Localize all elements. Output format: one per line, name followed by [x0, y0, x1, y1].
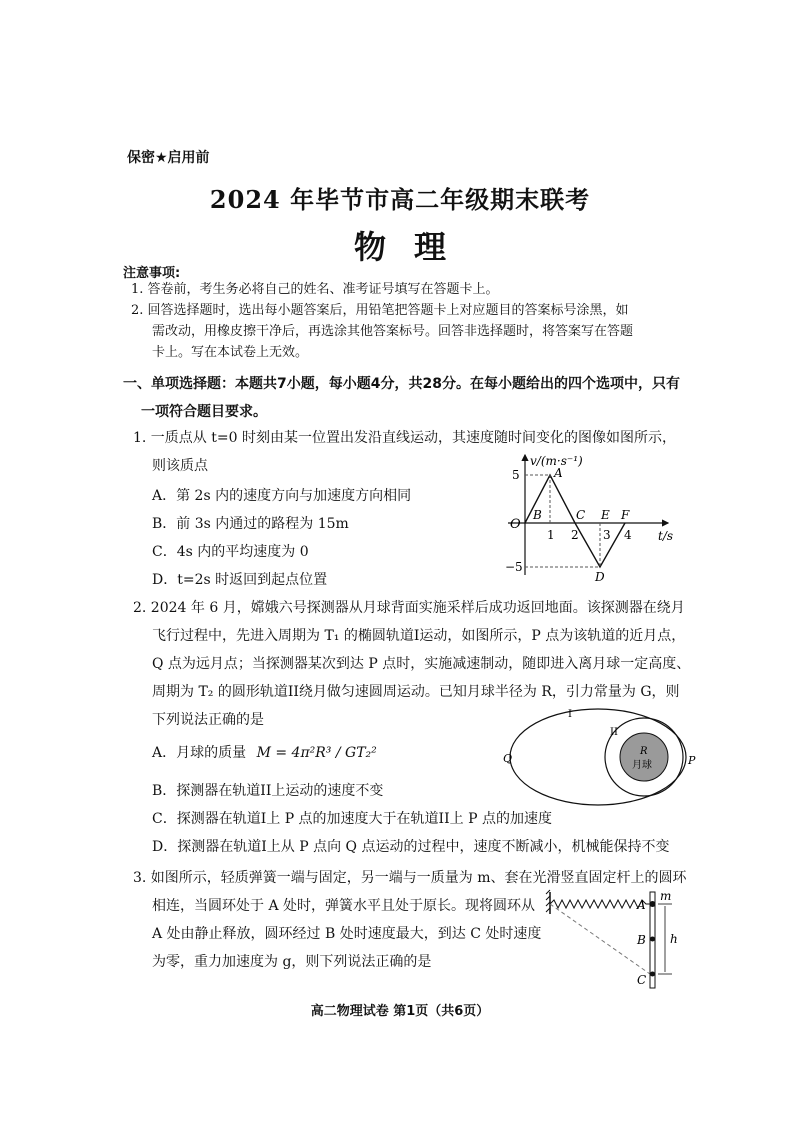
q1-stem-line1: 1. 一质点从 t=0 时刻由某一位置出发沿直线运动，其速度随时间变化的图像如图所示，: [133, 430, 676, 446]
q2-stem-line4: 周期为 T₂ 的圆形轨道II绕月做匀速圆周运动。已知月球半径为 R，引力常量为 G，则: [152, 684, 680, 700]
section-heading: [123, 370, 683, 426]
q2-option-a-formula: M = 4π²R³ / GT₂²: [256, 745, 377, 761]
q2-option-a: [152, 742, 377, 762]
x-tick-4: 4: [624, 528, 632, 542]
x-tick-2: 2: [571, 528, 579, 542]
q2-stem-line1: 2. 2024 年 6 月，嫦娥六号探测器从月球背面实施采样后成功返回地面。该探测器在绕月: [133, 600, 685, 616]
point-d-label: D: [595, 570, 605, 584]
point-p-label: P: [688, 754, 696, 767]
notice-heading: 注意事项:: [123, 266, 181, 281]
q2-stem-line5: 下列说法正确的是: [152, 712, 264, 728]
label-a: A: [637, 898, 646, 912]
x-tick-3: 3: [603, 528, 611, 542]
moon: [620, 733, 668, 781]
label-h: h: [670, 932, 678, 946]
ring-a: [650, 901, 656, 907]
label-m: m: [660, 889, 672, 903]
notice-item-1: 1. 答卷前，考生务必将自己的姓名、准考证号填写在答题卡上。: [131, 282, 499, 297]
q2-stem-line3: Q 点为远月点；当探测器某次到达 P 点时，实施减速制动，随即进入离月球一定高度、: [152, 656, 691, 672]
confidential-label: 保密★启用前: [127, 150, 210, 166]
y-axis-label: v/(m·s⁻¹): [530, 454, 583, 468]
q2-stem-line2: 飞行过程中，先进入周期为 T₁ 的椭圆轨道I运动，如图所示，P 点为该轨道的近月点，: [152, 628, 686, 644]
ring-b: [650, 937, 655, 942]
orbit-ii-label: II: [610, 727, 618, 738]
q3-spring-diagram: [544, 888, 694, 993]
point-c-label: C: [576, 508, 586, 522]
origin-label: O: [510, 517, 521, 532]
moon-radius-label: R: [640, 746, 648, 757]
label-b: B: [637, 933, 646, 947]
q1-option-a: A．第 2s 内的速度方向与加速度方向相同: [152, 488, 412, 504]
point-b-label: B: [533, 508, 542, 522]
q2-option-a-text: A．月球的质量: [152, 745, 247, 761]
q3-stem-line1: 3. 如图所示，轻质弹簧一端与固定，另一端与一质量为 m、套在光滑竖直固定杆上的圆环: [133, 870, 687, 886]
q2-option-d: D．探测器在轨道I上从 P 点向 Q 点运动的过程中，速度不断减小，机械能保持不变: [152, 839, 670, 855]
orbit-i-label: I: [568, 709, 572, 720]
point-a-label: A: [554, 466, 563, 480]
notice-item-2-cont: 需改动，用橡皮擦干净后，再选涂其他答案标号。回答非选择题时，将答案写在答题: [152, 324, 634, 339]
q1-vt-graph: [500, 445, 690, 585]
point-q-label: Q: [503, 752, 513, 765]
x-tick-1: 1: [547, 528, 555, 542]
ring-c: [650, 972, 655, 977]
notice-item-2: 2. 回答选择题时，选出每小题答案后，用铅笔把答题卡上对应题目的答案标号涂黑，如: [131, 303, 629, 318]
q1-stem-line2: 则该质点: [152, 458, 208, 474]
q3-stem-line4: 为零，重力加速度为 g，则下列说法正确的是: [152, 954, 432, 970]
y-tick-5: 5: [512, 468, 520, 482]
moon-label: 月球: [632, 760, 652, 771]
q2-orbit-diagram: [500, 702, 700, 812]
spring-final-dashed: [550, 904, 650, 974]
q1-option-c: C．4s 内的平均速度为 0: [152, 544, 309, 560]
q3-stem-line3: A 处由静止释放，圆环经过 B 处时速度最大，到达 C 处时速度: [152, 926, 542, 942]
point-e-label: E: [601, 508, 610, 522]
q1-option-b: B．前 3s 内通过的路程为 15m: [152, 516, 349, 532]
point-f-label: F: [621, 508, 630, 522]
subject-title: 物理: [353, 228, 474, 266]
q2-option-b: B．探测器在轨道II上运动的速度不变: [152, 783, 384, 799]
y-tick-neg5: −5: [505, 560, 523, 574]
page-footer: 高二物理试卷 第1页（共6页）: [310, 1004, 490, 1019]
q3-stem-line2: 相连，当圆环处于 A 处时，弹簧水平且处于原长。现将圆环从: [152, 898, 536, 914]
x-axis-label: t/s: [658, 529, 674, 543]
notice-item-2-cont2: 卡上。写在本试卷上无效。: [152, 345, 309, 360]
label-c: C: [637, 973, 647, 987]
exam-title: 2024 年毕节市高二年级期末联考: [209, 185, 591, 214]
section-heading-line1: 一、单项选择题：本题共7小题，每小题4分，共28分。在每小题给出的四个选项中，只有: [123, 376, 680, 392]
q1-option-d: D．t=2s 时返回到起点位置: [152, 572, 328, 588]
section-heading-line2: 一项符合题目要求。: [141, 404, 267, 420]
q2-option-c: C．探测器在轨道I上 P 点的加速度大于在轨道II上 P 点的加速度: [152, 811, 552, 827]
